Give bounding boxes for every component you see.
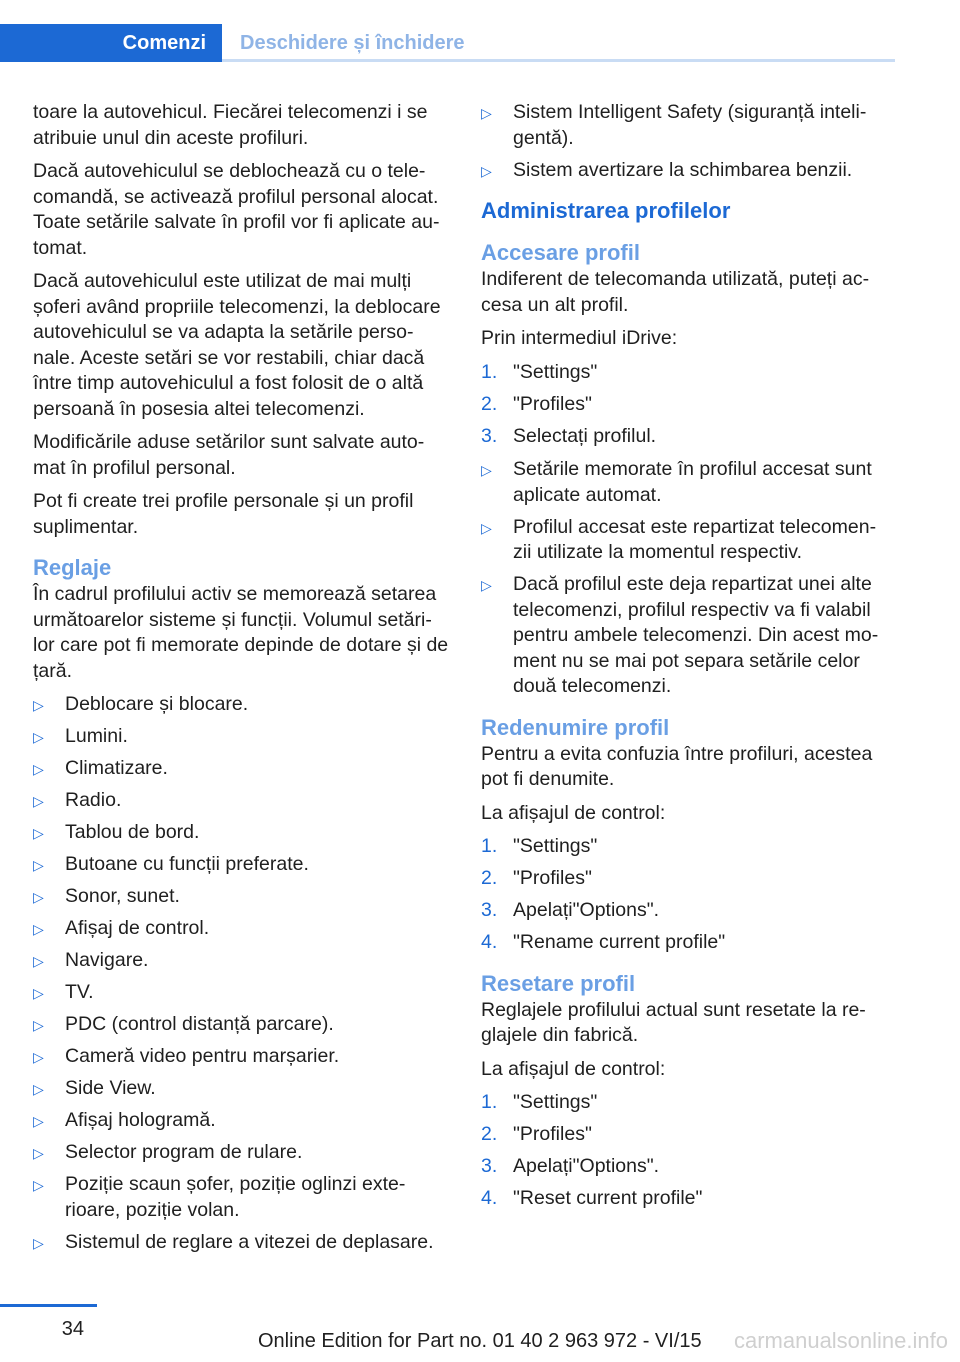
heading-reglaje: Reglaje bbox=[33, 555, 112, 580]
tab-deschidere-inchidere[interactable]: Deschidere și închidere bbox=[240, 31, 465, 54]
step-item bbox=[481, 1186, 895, 1212]
step-number: 2. bbox=[481, 867, 498, 889]
edition-footer: Online Edition for Part no. 01 40 2 963 972 - VI/15 bbox=[258, 1330, 702, 1352]
step-number: 3. bbox=[481, 1155, 498, 1177]
list-item bbox=[33, 1076, 451, 1102]
list-item bbox=[33, 1012, 451, 1038]
triangle-icon: ▷ bbox=[33, 729, 44, 745]
step-item bbox=[481, 834, 895, 860]
list-item bbox=[481, 100, 895, 151]
heading-redenumire-profil: Redenumire profil bbox=[481, 714, 670, 740]
list-item bbox=[33, 820, 451, 846]
list-item bbox=[33, 1172, 451, 1223]
paragraph: Dacă autovehiculul este utilizat de mai mulți șoferi având propriile telecomenzi, la deblocare autovehiculul se va adapta la setările perso‐ nale. Aceste setări se vor restabili, chiar dacă între timp autovehiculul a fost folosit de o altă persoană în posesia altei telecomenzi. bbox=[33, 270, 441, 420]
list-item-text: Butoane cu funcții preferate. bbox=[65, 853, 309, 875]
page-number-rule bbox=[0, 1304, 97, 1307]
paragraph: Indiferent de telecomanda utilizată, puteți ac‐ cesa un alt profil. bbox=[481, 268, 870, 316]
triangle-icon: ▷ bbox=[481, 162, 492, 179]
list-item-text: Sistemul de reglare a vitezei de deplasare. bbox=[65, 1230, 434, 1253]
list-item-text: Afișaj de control. bbox=[65, 917, 210, 939]
list-item-text: Profilul accesat este repartizat telecomen‐ zii utilizate la momentul respectiv. bbox=[513, 515, 877, 563]
triangle-icon: ▷ bbox=[33, 1145, 44, 1161]
triangle-icon: ▷ bbox=[33, 761, 44, 777]
paragraph: Reglajele profilului actual sunt resetate la re‐ glajele din fabrică. bbox=[481, 998, 866, 1046]
list-item-text: Selector program de rulare. bbox=[65, 1141, 303, 1163]
list-item-text: PDC (control distanță parcare). bbox=[65, 1013, 334, 1035]
step-text: "Settings" bbox=[513, 360, 598, 383]
step-text: Selectați profilul. bbox=[513, 424, 657, 447]
paragraph: La afișajul de control: bbox=[481, 1057, 666, 1080]
list-item bbox=[33, 788, 451, 814]
triangle-icon: ▷ bbox=[33, 793, 44, 809]
step-item bbox=[481, 360, 895, 386]
step-number: 3. bbox=[481, 424, 498, 447]
heading-accesare-profil: Accesare profil bbox=[481, 240, 640, 265]
list-item bbox=[481, 515, 895, 566]
list-item-text: Cameră video pentru marșarier. bbox=[65, 1045, 340, 1067]
triangle-icon: ▷ bbox=[33, 921, 44, 937]
list-item-text: Radio. bbox=[65, 789, 122, 811]
step-number: 1. bbox=[481, 1091, 498, 1113]
list-item bbox=[481, 158, 895, 184]
step-text: "Reset current profile" bbox=[513, 1187, 703, 1209]
triangle-icon: ▷ bbox=[33, 1017, 44, 1033]
list-item-text: Lumini. bbox=[65, 725, 128, 747]
step-item bbox=[481, 1154, 895, 1180]
list-item-text: Setările memorate în profilul accesat sunt aplicate automat. bbox=[513, 458, 872, 506]
watermark: carmanualsonline.info bbox=[733, 1328, 948, 1353]
list-item-text: Dacă profilul este deja repartizat unei alte telecomenzi, profilul respectiv va fi valabil pentru ambele telecomenzi. Din acest mo‐ ment nu se mai pot separa setările celor două telecomenzi. bbox=[513, 573, 879, 697]
step-number: 2. bbox=[481, 1123, 498, 1145]
triangle-icon: ▷ bbox=[33, 1177, 44, 1193]
triangle-icon: ▷ bbox=[33, 1049, 44, 1065]
list-item-text: Poziție scaun șofer, poziție oglinzi exte‐ rioare, poziție volan. bbox=[65, 1173, 406, 1221]
step-item bbox=[481, 392, 895, 418]
step-number: 4. bbox=[481, 931, 498, 953]
right-column bbox=[481, 100, 895, 1220]
paragraph: Pot fi create trei profile personale și un profil suplimentar. bbox=[33, 490, 414, 538]
step-text: "Profiles" bbox=[513, 867, 592, 889]
list-item-text: Deblocare și blocare. bbox=[65, 693, 249, 715]
step-item bbox=[481, 1122, 895, 1148]
triangle-icon: ▷ bbox=[33, 889, 44, 905]
step-number: 2. bbox=[481, 392, 498, 415]
step-text: "Rename current profile" bbox=[513, 931, 726, 953]
paragraph: Dacă autovehiculul se deblochează cu o tele‐ comandă, se activează profilul personal alocat. Toate setările salvate în profil vor fi aplicate au‐ tomat. bbox=[33, 160, 440, 259]
list-item bbox=[33, 1108, 451, 1134]
heading-resetare-profil: Resetare profil bbox=[481, 970, 636, 996]
triangle-icon: ▷ bbox=[481, 105, 492, 121]
triangle-icon: ▷ bbox=[33, 857, 44, 873]
step-item bbox=[481, 930, 895, 956]
paragraph: Pentru a evita confuzia între profiluri, acestea pot fi denumite. bbox=[481, 742, 873, 790]
step-number: 4. bbox=[481, 1187, 498, 1209]
paragraph: toare la autovehicul. Fiecărei telecomenzi i se atribuie unul din aceste profiluri. bbox=[33, 101, 428, 149]
triangle-icon: ▷ bbox=[33, 697, 44, 713]
step-text: "Settings" bbox=[513, 835, 598, 857]
step-text: "Profiles" bbox=[513, 392, 592, 415]
heading-administrarea-profilelor: Administrarea profilelor bbox=[481, 198, 731, 223]
header-tabs bbox=[0, 24, 895, 62]
step-item bbox=[481, 866, 895, 892]
steps-accesare bbox=[481, 360, 895, 450]
list-item-text: Sistem Intelligent Safety (siguranță inteli‐ gentă). bbox=[513, 101, 867, 149]
list-item bbox=[33, 1044, 451, 1070]
list-item-text: TV. bbox=[65, 981, 94, 1003]
list-item bbox=[33, 756, 451, 782]
paragraph: Modificările aduse setărilor sunt salvate auto‐ mat în profilul personal. bbox=[33, 431, 425, 479]
list-item bbox=[33, 948, 451, 974]
settings-list bbox=[33, 692, 451, 1255]
list-item-text: Sonor, sunet. bbox=[65, 885, 180, 907]
list-item-text: Afișaj hologramă. bbox=[65, 1109, 216, 1131]
step-text: Apelați"Options". bbox=[513, 1155, 660, 1177]
steps-redenumire bbox=[481, 834, 895, 956]
notes-accesare bbox=[481, 457, 895, 700]
step-text: Apelați"Options". bbox=[513, 899, 660, 921]
list-item bbox=[33, 1230, 451, 1256]
page-number: 34 bbox=[61, 1318, 84, 1340]
left-column bbox=[33, 100, 451, 1263]
paragraph: În cadrul profilului activ se memorează setarea următoarelor sisteme și funcții. Volumul setări‐ lor care pot fi memorate depinde de dotare și de țară. bbox=[33, 583, 449, 682]
step-text: "Settings" bbox=[513, 1091, 598, 1113]
triangle-icon: ▷ bbox=[481, 462, 492, 478]
paragraph: Prin intermediul iDrive: bbox=[481, 327, 678, 349]
tab-comenzi[interactable]: Comenzi bbox=[0, 24, 222, 62]
step-text: "Profiles" bbox=[513, 1123, 592, 1145]
list-item bbox=[481, 457, 895, 508]
list-item bbox=[33, 852, 451, 878]
triangle-icon: ▷ bbox=[33, 1113, 44, 1129]
step-number: 1. bbox=[481, 360, 498, 383]
settings-list-continued bbox=[481, 100, 895, 183]
triangle-icon: ▷ bbox=[33, 985, 44, 1001]
triangle-icon: ▷ bbox=[33, 1234, 44, 1251]
triangle-icon: ▷ bbox=[481, 519, 492, 536]
list-item-text: Sistem avertizare la schimbarea benzii. bbox=[513, 158, 853, 181]
list-item-text: Navigare. bbox=[65, 949, 149, 971]
list-item bbox=[33, 1140, 451, 1166]
step-item bbox=[481, 424, 895, 450]
step-item bbox=[481, 1090, 895, 1116]
triangle-icon: ▷ bbox=[481, 577, 492, 593]
triangle-icon: ▷ bbox=[33, 825, 44, 841]
list-item bbox=[33, 980, 451, 1006]
step-item bbox=[481, 898, 895, 924]
list-item bbox=[33, 692, 451, 718]
header-divider bbox=[222, 59, 895, 62]
triangle-icon: ▷ bbox=[33, 1081, 44, 1097]
paragraph: La afișajul de control: bbox=[481, 801, 666, 824]
step-number: 3. bbox=[481, 899, 498, 921]
step-number: 1. bbox=[481, 835, 498, 857]
list-item-text: Tablou de bord. bbox=[65, 821, 200, 843]
triangle-icon: ▷ bbox=[33, 953, 44, 969]
list-item bbox=[33, 724, 451, 750]
list-item-text: Climatizare. bbox=[65, 757, 168, 779]
list-item bbox=[33, 916, 451, 942]
list-item-text: Side View. bbox=[65, 1077, 156, 1099]
list-item bbox=[481, 572, 895, 700]
list-item bbox=[33, 884, 451, 910]
steps-resetare bbox=[481, 1090, 895, 1212]
